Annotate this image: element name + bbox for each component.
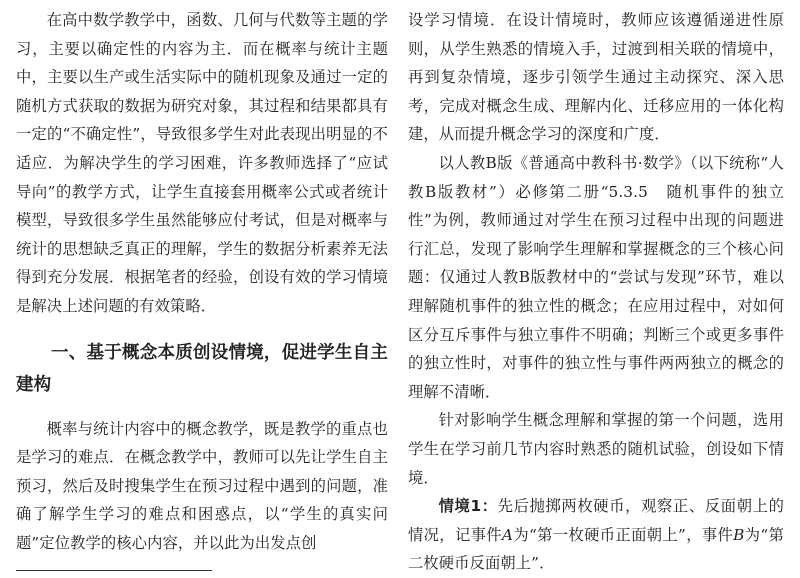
event-b-symbol: B xyxy=(733,525,745,544)
scenario-text-c: 为“第二枚硬币反面朝上”． xyxy=(408,525,784,573)
event-a-symbol: A xyxy=(501,525,514,544)
scenario-label: 情境1： xyxy=(438,497,498,516)
paragraph-continued: 设学习情境．在设计情境时，教师应该遵循递进性原则，从学生熟悉的情境入手，过渡到相关联的情境中，再到复杂情境，逐步引领学生通过主动探究、深入思考，完成对概念生成、理解内化、迁移应用的一体化构建，从而提升概念学习的深度和广度． xyxy=(408,11,784,144)
paragraph-intro: 在高中数学教学中，函数、几何与代数等主题的学习，主要以确定性的内容为主．而在概率与统计主题中，主要以生产或生活实际中的随机现象及通过一定的随机方式获取的数据为研究对象，其过程和结果都具有一定的“不确定性”，导致很多学生对此表现出明显的不适应．为解决学生的学习困难，许多教师选择了“应试导向”的教学方式，让学生直接套用概率公式或者统计模型，导致很多学生虽然能够应付考试，但是对概率与统计的思想缺乏真正的理解，学生的数据分析素养无法得到充分发展．根据笔者的经验，创设有效的学习情境是解决上述问题的有效策略． xyxy=(16,11,388,315)
section-heading: 一、基于概念本质创设情境，促进学生自主建构 xyxy=(16,342,388,395)
left-column xyxy=(16,6,388,558)
paragraph-concept-teaching: 概率与统计内容中的概念教学，既是教学的重点也是学习的难点．在概念教学中，教师可以先让学生自主预习，然后及时搜集学生在预习过程中遇到的问题，准确了解学生学习的难点和困惑点，以“学生的真实问题”定位教学的核心内容，并以此为出发点创 xyxy=(16,419,388,552)
paragraph-example: 以人教B版《普通高中教科书·数学》（以下统称“人教B版教材”）必修第二册“5.3.5 随机事件的独立性”为例，教师通过对学生在预习过程中出现的问题进行汇总，发现了影响学生理解和掌握概念的三个核心问题：仅通过人教B版教材中的“尝试与发现”环节，难以理解随机事件的独立性的概念；在应用过程中，对如何区分互斥事件与独立事件不明确；判断三个或更多事件的独立性时，对事件的独立性与事件两两独立的概念的理解不清晰． xyxy=(408,153,784,401)
paragraph-scenario-1 xyxy=(408,492,784,578)
paragraph-first-problem: 针对影响学生概念理解和掌握的第一个问题，选用学生在学习前几节内容时熟悉的随机试验，创设如下情境． xyxy=(408,411,784,487)
footnote-divider xyxy=(16,570,212,571)
scenario-text-a: 先后抛掷两枚硬币，观察正、反面朝上的情况，记事件 xyxy=(408,497,784,544)
scenario-text-b: 为“第一枚硬币正面朝上”，事件 xyxy=(513,525,734,544)
right-column xyxy=(408,6,784,578)
